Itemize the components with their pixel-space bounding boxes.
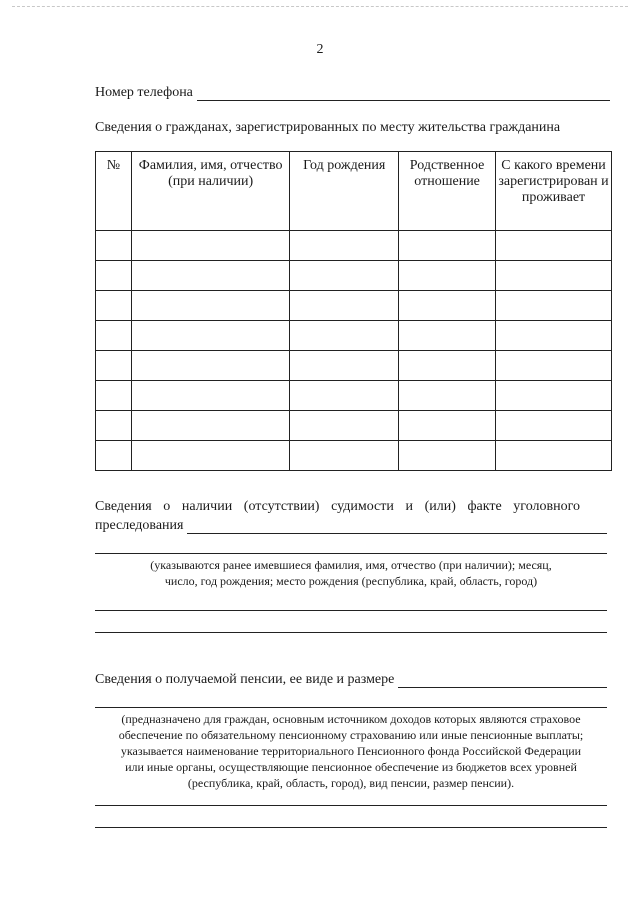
table-cell[interactable] (96, 351, 132, 381)
table-row (96, 381, 612, 411)
table-cell[interactable] (496, 381, 612, 411)
page-number: 2 (316, 42, 324, 57)
table-cell[interactable] (290, 411, 399, 441)
table-cell[interactable] (290, 231, 399, 261)
table-cell[interactable] (399, 351, 496, 381)
table-row (96, 441, 612, 471)
table-cell[interactable] (496, 321, 612, 351)
table-cell[interactable] (496, 411, 612, 441)
table-cell[interactable] (131, 381, 289, 411)
table-cell[interactable] (290, 381, 399, 411)
criminal-heading-cont: преследования (95, 518, 184, 533)
criminal-note-line2: число, год рождения; место рождения (республика, край, область, город) (164, 574, 538, 588)
table-cell[interactable] (399, 381, 496, 411)
criminal-line-2[interactable] (95, 553, 607, 554)
pension-line-2[interactable] (95, 707, 607, 708)
table-row (96, 291, 612, 321)
table-cell[interactable] (496, 351, 612, 381)
pension-note-line4: или иные органы, осуществляющие пенсионное обеспечение из бюджетов всех уровней (125, 760, 577, 774)
table-cell[interactable] (131, 321, 289, 351)
phone-field[interactable] (95, 84, 610, 101)
table-cell[interactable] (399, 411, 496, 441)
table-cell[interactable] (131, 411, 289, 441)
col-header-fullname: Фамилия, имя, отчество (при наличии) (131, 152, 289, 231)
col-header-number: № (96, 152, 132, 231)
pension-field[interactable] (95, 671, 607, 688)
criminal-underline[interactable] (187, 517, 607, 534)
residents-table (95, 151, 612, 471)
criminal-note-line1: (указываются ранее имевшиеся фамилия, имя, отчество (при наличии); месяц, (150, 558, 552, 572)
pension-line-4[interactable] (95, 827, 607, 828)
criminal-field[interactable] (95, 517, 607, 534)
col-header-relation: Родственное отношение (399, 152, 496, 231)
table-cell[interactable] (131, 351, 289, 381)
table-cell[interactable] (131, 441, 289, 471)
pension-note (95, 711, 607, 791)
pension-note-line3: указывается наименование территориального Пенсионного фонда Российской Федерации (120, 744, 582, 758)
table-row (96, 411, 612, 441)
criminal-note (95, 557, 607, 589)
table-row (96, 231, 612, 261)
table-cell[interactable] (96, 291, 132, 321)
table-cell[interactable] (290, 261, 399, 291)
table-cell[interactable] (399, 261, 496, 291)
table-cell[interactable] (96, 231, 132, 261)
table-cell[interactable] (290, 291, 399, 321)
table-cell[interactable] (131, 261, 289, 291)
table-cell[interactable] (496, 291, 612, 321)
residents-table-body (96, 231, 612, 471)
table-cell[interactable] (131, 291, 289, 321)
criminal-line-4[interactable] (95, 632, 607, 633)
table-header-row (96, 152, 612, 231)
table-cell[interactable] (399, 231, 496, 261)
col-header-birth-year: Год рождения (290, 152, 399, 231)
pension-note-line5: (республика, край, область, город), вид пенсии, размер пенсии). (187, 776, 515, 790)
table-cell[interactable] (131, 231, 289, 261)
table-cell[interactable] (96, 381, 132, 411)
table-row (96, 351, 612, 381)
table-cell[interactable] (290, 441, 399, 471)
table-cell[interactable] (496, 261, 612, 291)
table-cell[interactable] (399, 441, 496, 471)
criminal-line-3[interactable] (95, 610, 607, 611)
pension-note-line2: обеспечение по обязательному пенсионному страхованию или иные пенсионные выплаты; (118, 728, 584, 742)
col-header-registered-since: С какого времени зарегистрирован и проживает (496, 152, 612, 231)
scan-top-edge (12, 6, 628, 7)
pension-underline[interactable] (398, 671, 607, 688)
criminal-heading: Сведения о наличии (отсутствии) судимости и (или) факте уголовного (95, 499, 580, 514)
table-cell[interactable] (96, 441, 132, 471)
residents-heading: Сведения о гражданах, зарегистрированных по месту жительства гражданина (95, 120, 561, 135)
table-cell[interactable] (290, 321, 399, 351)
table-cell[interactable] (496, 231, 612, 261)
table-cell[interactable] (496, 441, 612, 471)
pension-line-3[interactable] (95, 805, 607, 806)
table-cell[interactable] (399, 321, 496, 351)
table-row (96, 261, 612, 291)
table-cell[interactable] (399, 291, 496, 321)
phone-label: Номер телефона (95, 85, 193, 100)
pension-note-line1: (предназначено для граждан, основным источником доходов которых являются страховое (121, 712, 581, 726)
table-cell[interactable] (96, 261, 132, 291)
pension-heading: Сведения о получаемой пенсии, ее виде и размере (95, 672, 395, 687)
phone-underline[interactable] (197, 84, 610, 101)
table-cell[interactable] (96, 321, 132, 351)
table-cell[interactable] (290, 351, 399, 381)
table-row (96, 321, 612, 351)
table-cell[interactable] (96, 411, 132, 441)
